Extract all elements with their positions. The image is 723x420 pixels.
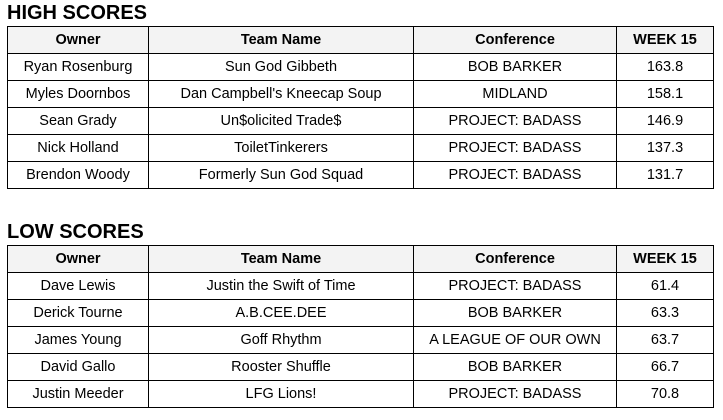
team-name-cell: LFG Lions! <box>149 381 414 408</box>
high-scores-section <box>7 2 714 189</box>
table-row <box>8 108 714 135</box>
conference-cell: PROJECT: BADASS <box>414 381 617 408</box>
score-cell: 63.3 <box>617 300 714 327</box>
column-header-week-15: WEEK 15 <box>617 246 714 273</box>
owner-cell: James Young <box>8 327 149 354</box>
team-name-cell: Justin the Swift of Time <box>149 273 414 300</box>
column-header-owner: Owner <box>8 246 149 273</box>
team-name-cell: Sun God Gibbeth <box>149 54 414 81</box>
header-row <box>8 246 714 273</box>
table-row <box>8 81 714 108</box>
column-header-conference: Conference <box>414 246 617 273</box>
conference-cell: BOB BARKER <box>414 354 617 381</box>
owner-cell: David Gallo <box>8 354 149 381</box>
conference-cell: BOB BARKER <box>414 54 617 81</box>
conference-cell: MIDLAND <box>414 81 617 108</box>
owner-cell: Justin Meeder <box>8 381 149 408</box>
high-scores-table <box>7 26 714 189</box>
score-cell: 70.8 <box>617 381 714 408</box>
low-scores-table <box>7 245 714 408</box>
team-name-cell: Formerly Sun God Squad <box>149 162 414 189</box>
owner-cell: Sean Grady <box>8 108 149 135</box>
owner-cell: Derick Tourne <box>8 300 149 327</box>
conference-cell: PROJECT: BADASS <box>414 273 617 300</box>
high-scores-title: HIGH SCORES <box>7 2 148 24</box>
table-row <box>8 381 714 408</box>
owner-cell: Brendon Woody <box>8 162 149 189</box>
score-cell: 63.7 <box>617 327 714 354</box>
score-cell: 66.7 <box>617 354 714 381</box>
low-scores-section <box>7 221 714 408</box>
score-cell: 163.8 <box>617 54 714 81</box>
table-row <box>8 327 714 354</box>
table-row <box>8 354 714 381</box>
score-cell: 137.3 <box>617 135 714 162</box>
owner-cell: Myles Doornbos <box>8 81 149 108</box>
low-scores-title: LOW SCORES <box>7 221 144 243</box>
score-cell: 61.4 <box>617 273 714 300</box>
team-name-cell: Dan Campbell's Kneecap Soup <box>149 81 414 108</box>
team-name-cell: A.B.CEE.DEE <box>149 300 414 327</box>
score-cell: 131.7 <box>617 162 714 189</box>
team-name-cell: Rooster Shuffle <box>149 354 414 381</box>
table-row <box>8 300 714 327</box>
column-header-team-name: Team Name <box>149 246 414 273</box>
column-header-owner: Owner <box>8 27 149 54</box>
column-header-conference: Conference <box>414 27 617 54</box>
owner-cell: Dave Lewis <box>8 273 149 300</box>
table-row <box>8 135 714 162</box>
table-row <box>8 162 714 189</box>
score-cell: 146.9 <box>617 108 714 135</box>
conference-cell: PROJECT: BADASS <box>414 162 617 189</box>
header-row <box>8 27 714 54</box>
column-header-team-name: Team Name <box>149 27 414 54</box>
team-name-cell: ToiletTinkerers <box>149 135 414 162</box>
conference-cell: A LEAGUE OF OUR OWN <box>414 327 617 354</box>
team-name-cell: Un$olicited Trade$ <box>149 108 414 135</box>
owner-cell: Nick Holland <box>8 135 149 162</box>
score-cell: 158.1 <box>617 81 714 108</box>
conference-cell: PROJECT: BADASS <box>414 135 617 162</box>
owner-cell: Ryan Rosenburg <box>8 54 149 81</box>
team-name-cell: Goff Rhythm <box>149 327 414 354</box>
conference-cell: PROJECT: BADASS <box>414 108 617 135</box>
column-header-week-15: WEEK 15 <box>617 27 714 54</box>
table-row <box>8 273 714 300</box>
table-row <box>8 54 714 81</box>
conference-cell: BOB BARKER <box>414 300 617 327</box>
